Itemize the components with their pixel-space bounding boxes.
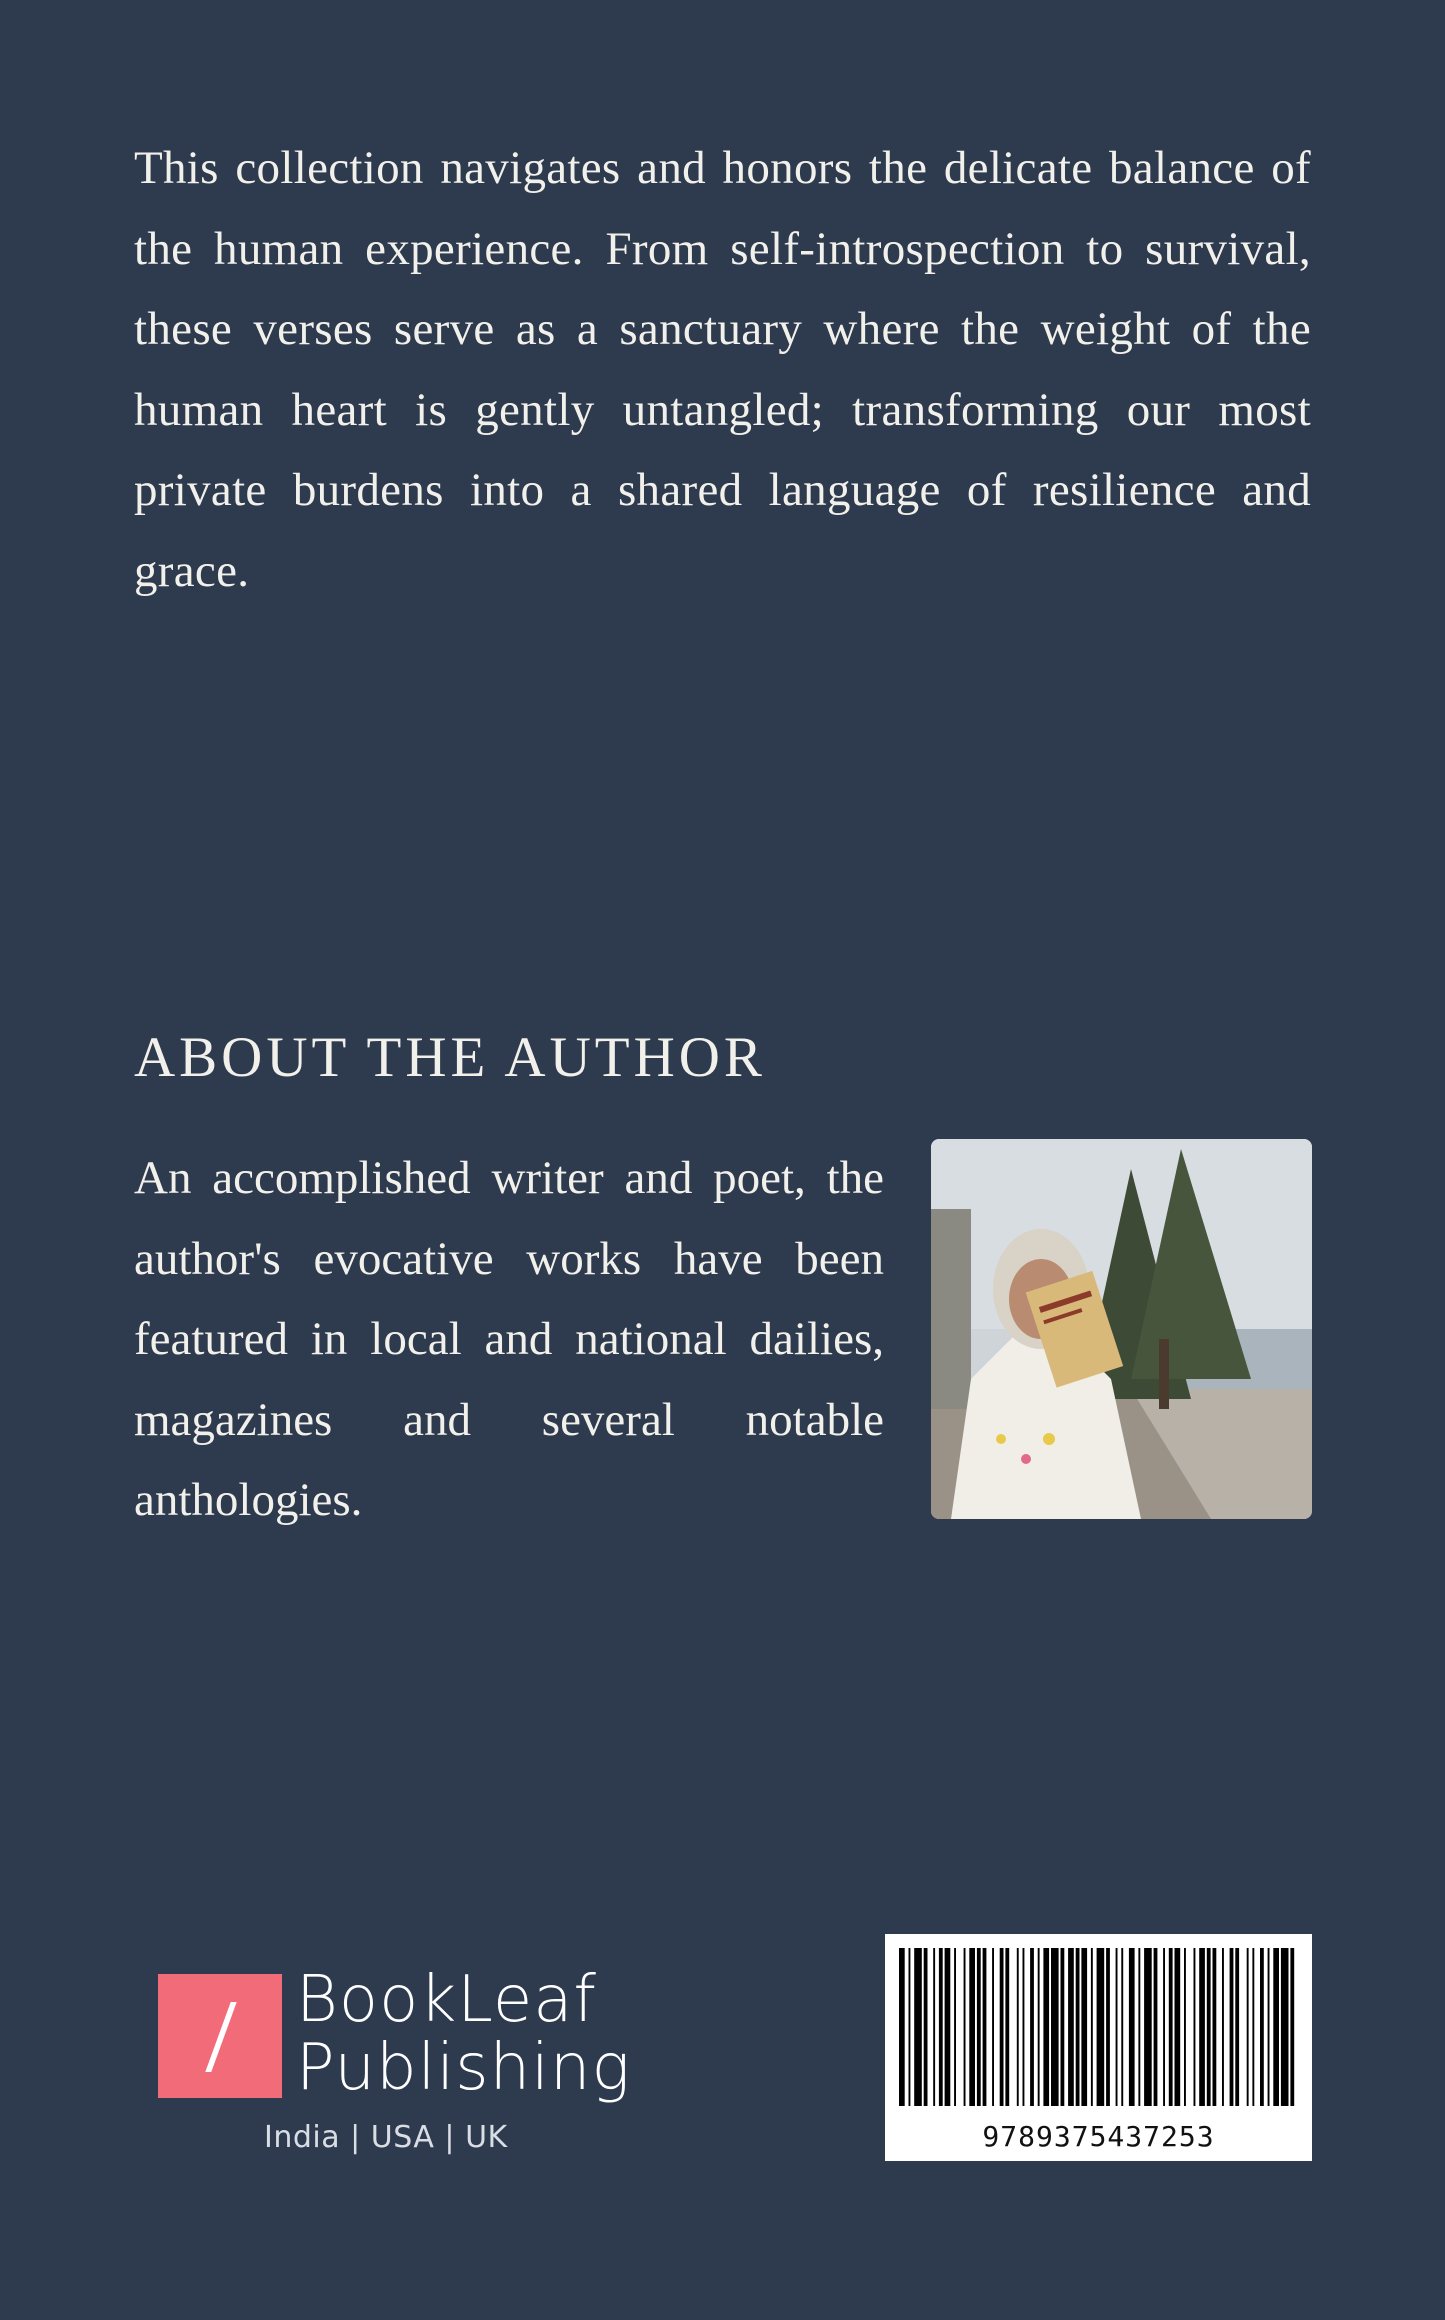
barcode-bar: [954, 1948, 956, 2106]
barcode-bar: [945, 1948, 951, 2106]
logo-slash: [205, 2002, 236, 2072]
barcode-bar: [1000, 1948, 1004, 2106]
barcode-bar: [1175, 1948, 1181, 2106]
barcode-bar: [964, 1948, 966, 2106]
barcode-bar: [977, 1948, 981, 2106]
barcode-bar: [1163, 1948, 1165, 2106]
barcode-bar: [1097, 1948, 1105, 2106]
publisher-name: [296, 1963, 631, 2105]
back-cover-blurb: This collection navigates and honors the delicate balance of the human experience. From self-introspection to survival, these verses serve as a sanctuary where the weight of the human heart is gently untangled; transforming our most private burdens into a shared language of resilience and grace.: [134, 142, 1311, 597]
barcode-bar: [933, 1948, 935, 2106]
barcode-bar: [1129, 1948, 1135, 2106]
barcode-bar: [1144, 1948, 1152, 2106]
isbn-number: 9789375437253: [982, 2120, 1215, 2153]
author-photo: [931, 1139, 1312, 1519]
barcode-bar: [1184, 1948, 1186, 2106]
barcode-bar: [1091, 1948, 1093, 2106]
barcode-bar: [1268, 1948, 1270, 2106]
barcode-bar: [1068, 1948, 1074, 2106]
barcode-bar: [983, 1948, 987, 2106]
publisher-name-line1: BookLeaf: [296, 1963, 597, 2037]
barcode-bar: [1106, 1948, 1110, 2106]
barcode-bar: [1017, 1948, 1019, 2106]
logo-mark-icon: [158, 1974, 282, 2098]
bookleaf-publishing-logo: [158, 1963, 631, 2155]
publisher-regions: India | USA | UK: [264, 2120, 508, 2155]
barcode-bar: [1116, 1948, 1118, 2106]
about-author-text: An accomplished writer and poet, the author's evocative works have been featured in local and national dailies, magazines and several notable anthologies.: [134, 1152, 884, 1526]
isbn-barcode: [885, 1934, 1312, 2161]
barcode-bar: [1290, 1948, 1294, 2106]
barcode-bar: [1213, 1948, 1217, 2106]
barcode-bar: [1281, 1948, 1289, 2106]
barcode-bar: [1252, 1948, 1254, 2106]
barcode-bar: [909, 1948, 911, 2106]
barcode-bars: [885, 1934, 1312, 2114]
barcode-bar: [969, 1948, 975, 2106]
barcode-bar: [1005, 1948, 1009, 2106]
barcode-bar: [1076, 1948, 1080, 2106]
barcode-bar: [1023, 1948, 1025, 2106]
barcode-bar: [1247, 1948, 1249, 2106]
barcode-bar: [1230, 1948, 1234, 2106]
barcode-bar: [1154, 1948, 1158, 2106]
barcode-bar: [1121, 1948, 1123, 2106]
barcode-bar: [1207, 1948, 1211, 2106]
barcode-bar: [1061, 1948, 1065, 2106]
barcode-bar: [992, 1948, 994, 2106]
barcode-bar: [1169, 1948, 1173, 2106]
barcode-bar: [1030, 1948, 1034, 2106]
barcode-bar: [1051, 1948, 1059, 2106]
barcode-bar: [1138, 1948, 1140, 2106]
barcode-bar: [1273, 1948, 1279, 2106]
barcode-bar: [899, 1948, 905, 2106]
about-author-heading: ABOUT THE AUTHOR: [134, 1026, 766, 1089]
barcode-bar: [939, 1948, 943, 2106]
barcode-bar: [1043, 1948, 1049, 2106]
barcode-bar: [1038, 1948, 1040, 2106]
barcode-bar: [1199, 1948, 1205, 2106]
barcode-bar: [1235, 1948, 1239, 2106]
barcode-bar: [1194, 1948, 1196, 2106]
barcode-bar: [1081, 1948, 1087, 2106]
barcode-bar: [1260, 1948, 1264, 2106]
barcode-bar: [924, 1948, 928, 2106]
barcode-bar: [914, 1948, 922, 2106]
publisher-name-line2: Publishing: [296, 2031, 631, 2105]
barcode-bar: [1222, 1948, 1224, 2106]
